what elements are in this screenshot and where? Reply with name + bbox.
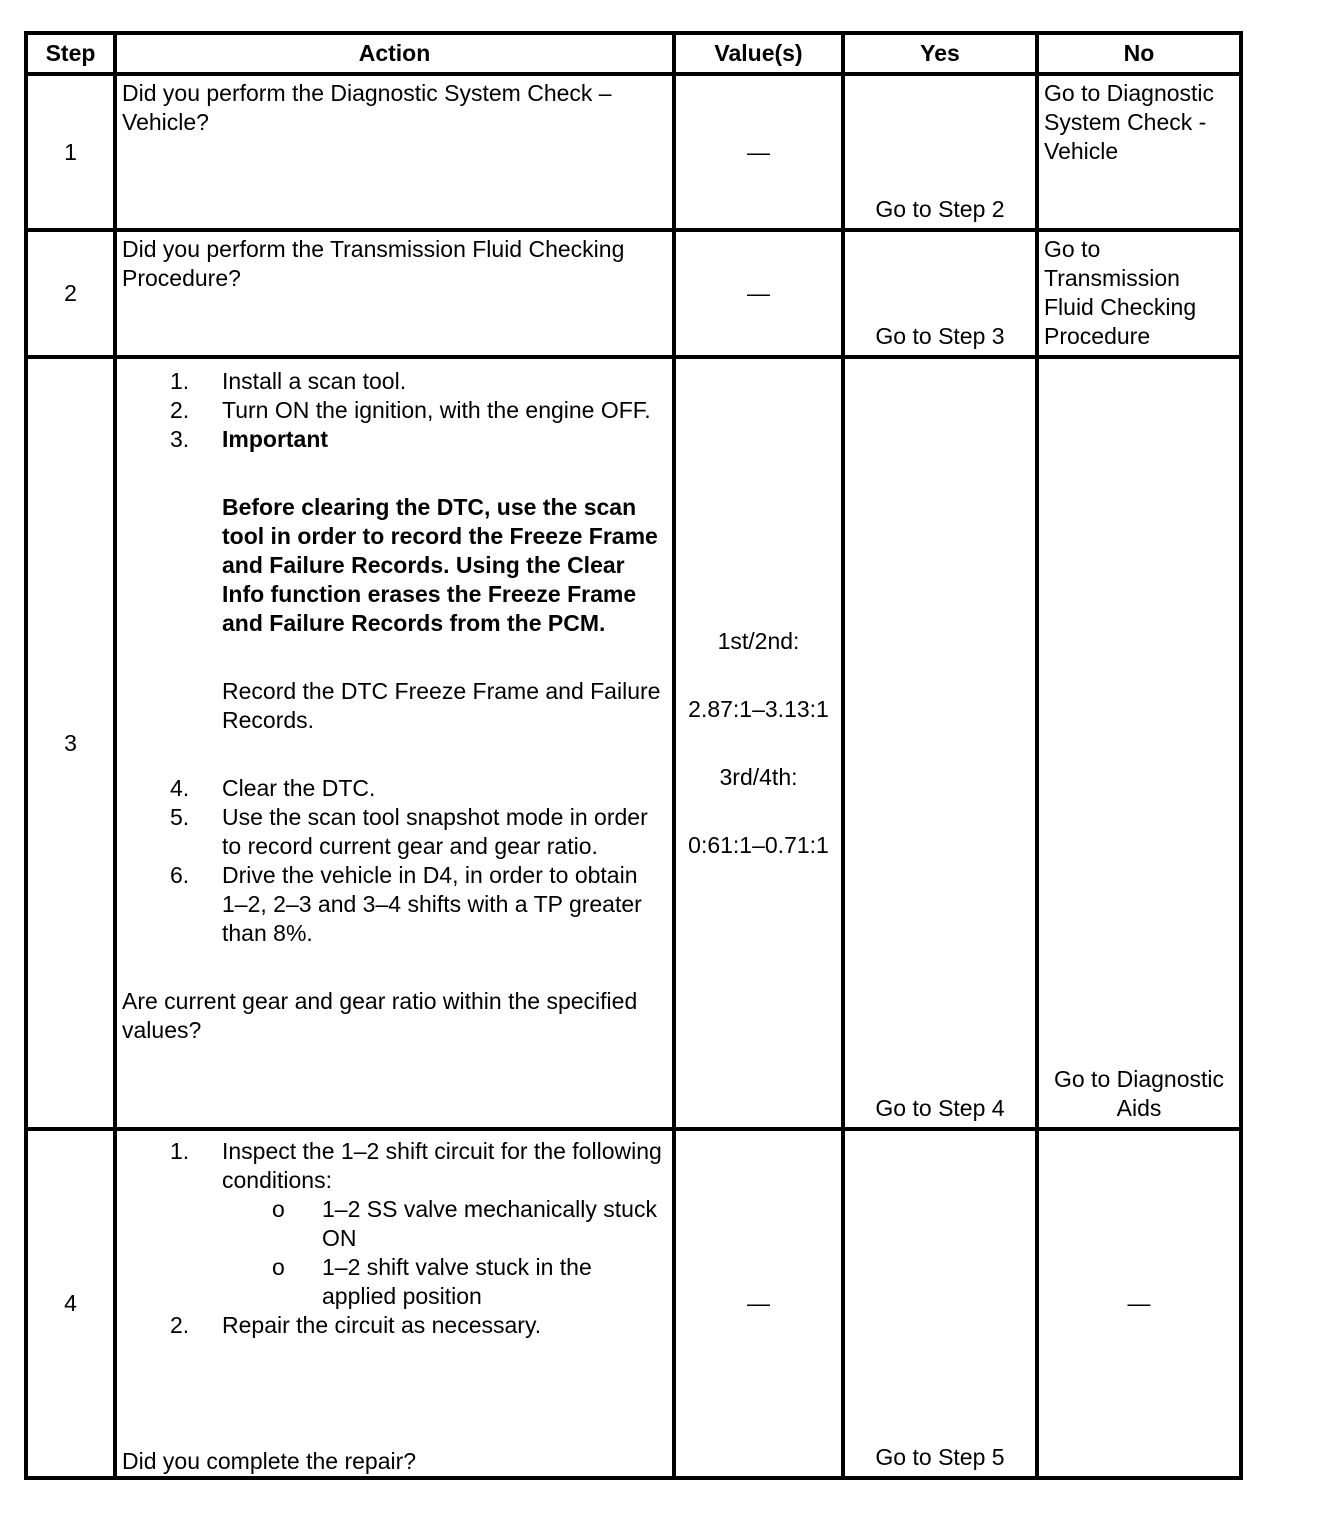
question-text: Are current gear and gear ratio within the specified values?: [122, 988, 638, 1043]
value-cell: —: [674, 1129, 843, 1478]
action-text: Did you perform the Transmission Fluid Checking Procedure?: [115, 230, 674, 357]
yes-action: Go to Step 4: [843, 357, 1037, 1129]
step-number: 2: [26, 230, 115, 357]
list-item: o 1–2 SS valve mechanically stuck ON: [272, 1196, 657, 1251]
no-action: Go to Transmission Fluid Checking Procedure: [1037, 230, 1241, 357]
yes-action: Go to Step 2: [843, 74, 1037, 230]
value-range: 2.87:1–3.13:1: [688, 695, 829, 722]
important-note: Before clearing the DTC, use the scan tool in order to record the Freeze Frame and Failure Records. Using the Clear Info function erases the Freeze Frame and Failure Records from the PCM.: [222, 494, 658, 636]
yes-action: Go to Step 5: [843, 1129, 1037, 1478]
list-item: o 1–2 shift valve stuck in the applied position: [272, 1254, 592, 1309]
header-yes: Yes: [843, 33, 1037, 74]
list-item: 1. Install a scan tool.: [170, 368, 407, 394]
no-action: Go to Diagnostic System Check - Vehicle: [1037, 74, 1241, 230]
record-text: Record the DTC Freeze Frame and Failure Records.: [222, 678, 661, 733]
value-cell: —: [674, 230, 843, 357]
header-step: Step: [26, 33, 115, 74]
table-row: [26, 74, 1241, 230]
action-cell: [115, 357, 674, 1129]
step-number: 4: [26, 1129, 115, 1478]
table-row: [26, 1129, 1241, 1478]
header-values: Value(s): [674, 33, 843, 74]
bullet-list: [122, 1195, 668, 1311]
no-action: —: [1037, 1129, 1241, 1478]
step-number: 3: [26, 357, 115, 1129]
value-range: 0:61:1–0.71:1: [688, 831, 829, 858]
step-list: [122, 774, 668, 948]
question-text: Did you complete the repair?: [122, 1448, 417, 1474]
value-label: 3rd/4th:: [719, 763, 798, 790]
action-cell: [115, 1129, 674, 1478]
step-number: 1: [26, 74, 115, 230]
yes-action: Go to Step 3: [843, 230, 1037, 357]
list-item: 2. Turn ON the ignition, with the engine OFF.: [170, 397, 651, 423]
list-item: 6. Drive the vehicle in D4, in order to obtain 1–2, 2–3 and 3–4 shifts with a TP greater than 8%.: [170, 862, 642, 946]
step-list: [122, 1311, 668, 1340]
table-row: [26, 357, 1241, 1129]
value-cell: —: [674, 74, 843, 230]
no-action: Go to Diagnostic Aids: [1037, 357, 1241, 1129]
header-row: [26, 33, 1241, 74]
list-item: 4. Clear the DTC.: [170, 775, 376, 801]
header-no: No: [1037, 33, 1241, 74]
header-action: Action: [115, 33, 674, 74]
step-list: [122, 367, 668, 454]
value-label: 1st/2nd:: [717, 627, 800, 654]
list-item: 1. Inspect the 1–2 shift circuit for the following conditions:: [170, 1138, 662, 1193]
list-item: 3. Important: [170, 426, 329, 452]
step-list: [122, 1137, 668, 1195]
list-item: 2. Repair the circuit as necessary.: [170, 1312, 542, 1338]
table-row: [26, 230, 1241, 357]
action-text: Did you perform the Diagnostic System Check – Vehicle?: [115, 74, 674, 230]
list-item: 5. Use the scan tool snapshot mode in order to record current gear and gear ratio.: [170, 804, 648, 859]
value-cell: [674, 357, 843, 1129]
diagnostic-table: [24, 31, 1243, 1480]
